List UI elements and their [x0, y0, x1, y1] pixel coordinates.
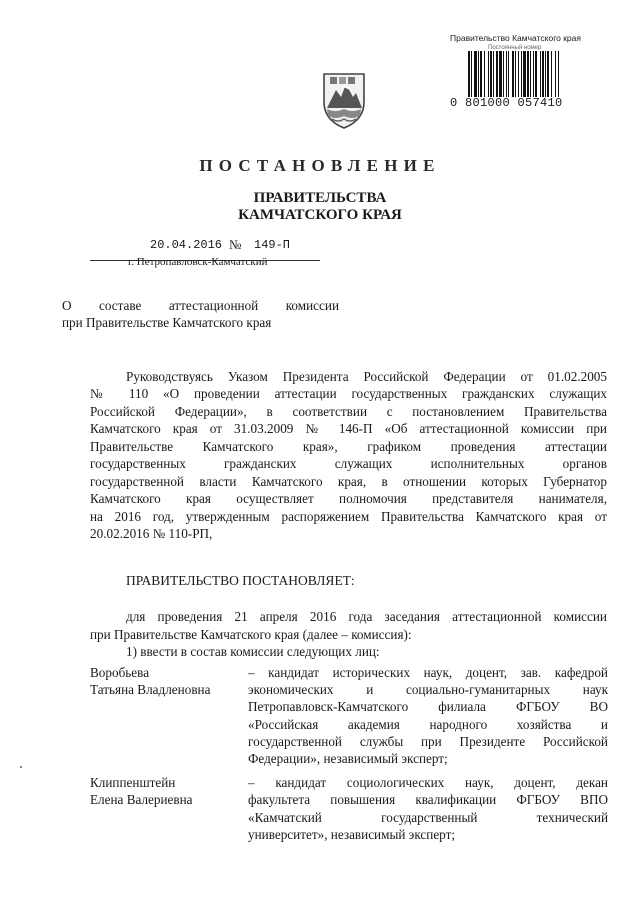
member-description-line: – кандидат исторических наук, доцент, зав. кафедрой	[248, 665, 608, 680]
barcode-bar	[527, 51, 529, 97]
intro-line: для проведения 21 апреля 2016 года заседания аттестационной комиссии	[126, 609, 607, 624]
document-type: ПОСТАНОВЛЕНИЕ	[199, 156, 441, 175]
document-number: 149-П	[254, 238, 291, 252]
registry-number: 0 801000 057410	[450, 96, 563, 110]
preamble-line: Российской Федерации», в соответствии с постановлением Правительства	[90, 404, 607, 419]
barcode-bar	[555, 51, 556, 97]
member-description-line: Федерации», независимый эксперт;	[248, 751, 448, 766]
barcode-icon	[466, 47, 594, 129]
barcode-bar	[506, 51, 507, 97]
barcode-bar	[478, 51, 479, 97]
subject-line: О составе аттестационной комиссии	[62, 298, 339, 313]
registry-title: Правительство Камчатского края	[450, 33, 581, 43]
barcode-bar	[515, 51, 516, 97]
preamble-line: на 2016 год, утвержденным распоряжением Правительства Камчатского края от	[90, 509, 607, 524]
barcode-bar	[512, 51, 514, 97]
barcode-bar	[488, 51, 489, 97]
member-description-line: «Камчатский государственный технический	[248, 810, 608, 825]
member-description-line: «Российская академия народного хозяйства и	[248, 717, 608, 732]
preamble-line: Камчатского края осуществляет полномочия представителя нанимателя,	[90, 491, 607, 506]
barcode-bar	[490, 51, 492, 97]
barcode-bar	[474, 51, 477, 97]
intro-line: 1) ввести в состав комиссии следующих лиц:	[126, 644, 380, 659]
barcode-bar	[530, 51, 531, 97]
document-date: 20.04.2016	[150, 238, 223, 252]
barcode-bar	[523, 51, 526, 97]
barcode-bar	[545, 51, 546, 97]
barcode-bar	[533, 51, 534, 97]
member-description-line: экономических и социально-гуманитарных наук	[248, 682, 608, 697]
barcode-bar	[508, 51, 509, 97]
barcode-bar	[493, 51, 494, 97]
preamble-line: № 110 «О проведении аттестации государственных гражданских служащих	[90, 386, 607, 401]
number-sign: №	[229, 237, 242, 252]
kamchatka-coat-of-arms-icon	[318, 68, 370, 132]
preamble-line: Правительстве Камчатского края», графиком проведения аттестации	[90, 439, 607, 454]
resolving-clause: ПРАВИТЕЛЬСТВО ПОСТАНОВЛЯЕТ:	[126, 573, 355, 588]
member-surname: Клиппенштейн	[90, 775, 176, 790]
issuer-line2: КАМЧАТСКОГО КРАЯ	[238, 207, 402, 223]
barcode-bar	[551, 51, 552, 97]
preamble-line: государственных гражданских служащих исполнительных органов	[90, 456, 607, 471]
preamble-line: государственной власти Камчатского края, в отношении которых Губернатор	[90, 474, 607, 489]
preamble-line: 20.02.2016 № 110-РП,	[90, 526, 213, 541]
barcode-bar	[471, 51, 472, 97]
city: г. Петропавловск-Камчатский	[128, 256, 268, 268]
preamble-line: Руководствуясь Указом Президента Российской Федерации от 01.02.2005	[126, 369, 607, 384]
scan-speck	[20, 766, 22, 768]
issuer-line1: ПРАВИТЕЛЬСТВА	[253, 190, 387, 206]
barcode-bar	[558, 51, 559, 97]
preamble-line: Камчатского края от 31.03.2009 № 146-П «Об аттестационной комиссии при	[90, 421, 607, 436]
barcode-bar	[542, 51, 544, 97]
member-description-line: – кандидат социологических наук, доцент, декан	[248, 775, 608, 790]
barcode-bar	[468, 51, 470, 97]
barcode-bar	[503, 51, 504, 97]
barcode-bar	[547, 51, 549, 97]
member-surname: Воробьева	[90, 665, 150, 680]
barcode-bar	[480, 51, 482, 97]
member-description-line: государственной службы при Президенте Российской	[248, 734, 608, 749]
barcode-bar	[499, 51, 502, 97]
member-description-line: факультета повышения квалификации ФГБОУ ВПО	[248, 792, 608, 807]
registry-subtitle: Постоянный номер	[488, 45, 542, 51]
barcode-bar	[518, 51, 519, 97]
barcode-bar	[540, 51, 541, 97]
barcode-bar	[521, 51, 522, 97]
barcode-bar	[496, 51, 498, 97]
member-given-name: Татьяна Владленовна	[90, 682, 211, 697]
member-description-line: университет», независимый эксперт;	[248, 827, 456, 842]
subject-line: при Правительстве Камчатского края	[62, 315, 272, 330]
barcode-bar	[535, 51, 537, 97]
intro-line: при Правительстве Камчатского края (далее – комиссия):	[90, 627, 412, 642]
member-given-name: Елена Валериевна	[90, 792, 193, 807]
registry-stamp	[450, 33, 600, 110]
barcode-bar	[484, 51, 485, 97]
member-description-line: Петропавловск-Камчатского филиала ФГБОУ ВО	[248, 699, 608, 714]
